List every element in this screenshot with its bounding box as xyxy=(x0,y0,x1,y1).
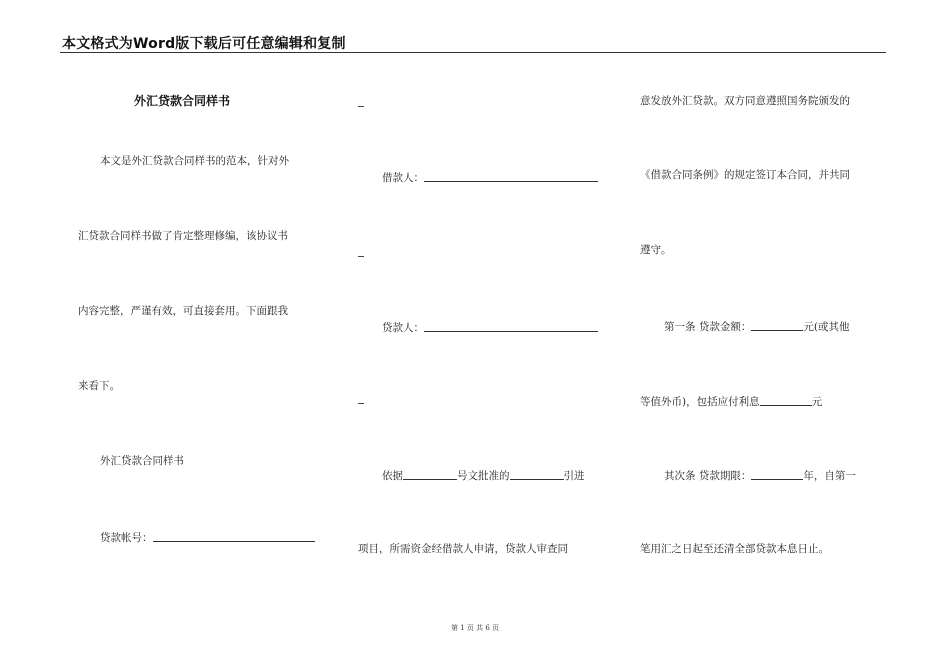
intro-line-4: 来看下。 xyxy=(78,380,120,392)
project-line: 项目，所需资金经借款人申请，贷款人审查同 xyxy=(358,543,568,555)
dash-mark xyxy=(358,403,364,404)
header-rule xyxy=(60,52,886,53)
approval-basis-text-a: 依据 xyxy=(382,470,403,482)
agreement-line-3: 遵守。 xyxy=(640,244,672,256)
borrower-label: 借款人： xyxy=(382,172,424,184)
loan-amount-blank xyxy=(751,320,803,331)
project-name-blank xyxy=(510,469,564,480)
borrower-blank xyxy=(424,171,598,182)
loan-account-blank xyxy=(153,531,315,542)
intro-line-2: 汇贷款合同样书做了肯定整理修编，该协议书 xyxy=(78,230,288,242)
agreement-line-1: 意发放外汇贷款。双方同意遵照国务院颁发的 xyxy=(640,95,850,107)
article-1-amount-line xyxy=(664,320,849,333)
contract-subtitle: 外汇贷款合同样书 xyxy=(100,455,184,467)
article-2-term-line xyxy=(664,469,856,482)
intro-line-1: 本文是外汇贷款合同样书的范本，针对外 xyxy=(100,155,289,167)
document-number-blank xyxy=(403,469,457,480)
article-1-unit: 元 xyxy=(811,396,823,408)
lender-label: 贷款人： xyxy=(382,322,424,334)
approval-basis-text-b: 号文批准的 xyxy=(457,470,510,482)
document-header-title: 本文格式为Word版下载后可任意编辑和复制 xyxy=(62,36,346,52)
borrower-line xyxy=(382,171,598,184)
article-2-term-text: 年，自第一 xyxy=(803,470,856,482)
article-2-label: 其次条 贷款期限： xyxy=(664,470,752,482)
lender-blank xyxy=(424,321,598,332)
document-title: 外汇贷款合同样书 xyxy=(134,94,231,108)
dash-mark xyxy=(358,106,364,107)
agreement-line-2: 《借款合同条例》的规定签订本合同，并共同 xyxy=(640,169,850,181)
loan-term-blank xyxy=(751,469,803,480)
article-1-currency-text: 元(或其他 xyxy=(803,321,850,333)
loan-account-label: 贷款帐号： xyxy=(100,532,153,544)
page-number-footer: 第 1 页 共 6 页 xyxy=(450,624,500,632)
approval-basis-text-c: 引进 xyxy=(563,470,585,482)
approval-basis-line xyxy=(382,469,585,482)
article-1-label: 第一条 贷款金额： xyxy=(664,321,752,333)
interest-amount-blank xyxy=(760,395,812,406)
lender-line xyxy=(382,321,598,334)
dash-mark xyxy=(358,256,364,257)
intro-line-3: 内容完整，严谨有效，可直接套用。下面跟我 xyxy=(78,305,288,317)
article-1-interest-line xyxy=(640,395,822,408)
loan-account-line xyxy=(100,531,315,544)
article-1-interest-text: 等值外币)，包括应付利息 xyxy=(640,396,760,408)
article-2-repayment-line: 笔用汇之日起至还清全部贷款本息日止。 xyxy=(640,543,829,555)
